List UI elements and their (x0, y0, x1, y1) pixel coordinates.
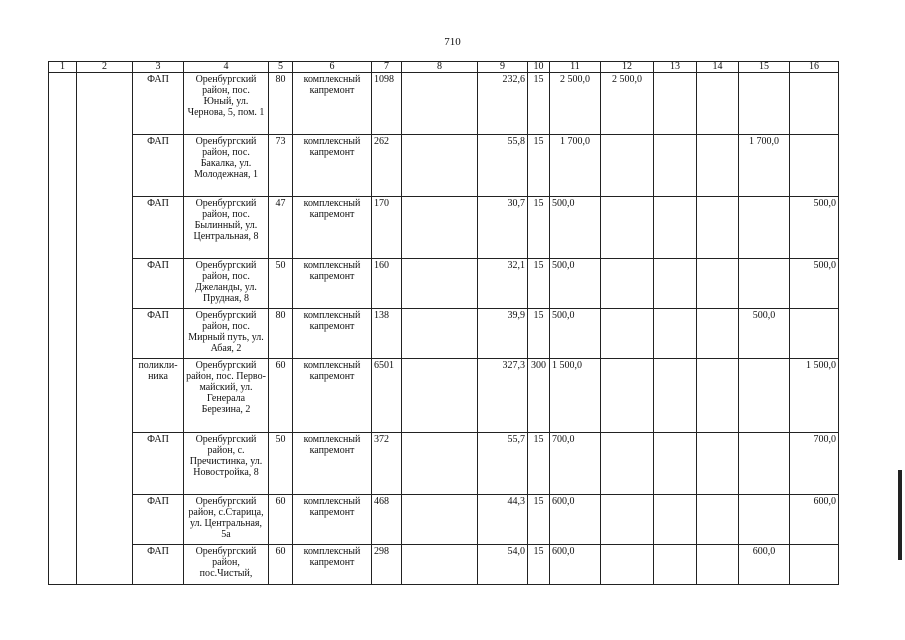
facility-type: ФАП (133, 259, 184, 309)
column-number: 10 (528, 62, 550, 73)
col-16-amount (790, 545, 839, 585)
work-type: комплексный капремонт (293, 259, 372, 309)
total-amount: 700,0 (550, 433, 601, 495)
col-16-amount: 700,0 (790, 433, 839, 495)
area-value: 232,6 (478, 73, 528, 135)
table-row (49, 433, 839, 495)
col-10-value: 15 (528, 433, 550, 495)
total-amount: 500,0 (550, 309, 601, 359)
table-row (49, 73, 839, 135)
work-type: комплексный капремонт (293, 309, 372, 359)
col-14-amount (697, 135, 739, 197)
facility-type: ФАП (133, 135, 184, 197)
table-row (49, 309, 839, 359)
col-10-value: 15 (528, 495, 550, 545)
col-15-amount (739, 259, 790, 309)
area-value: 55,8 (478, 135, 528, 197)
total-amount: 2 500,0 (550, 73, 601, 135)
page-number: 710 (444, 36, 461, 48)
facility-address: Оренбургский район, пос. Юный, ул. Чернова, 5, пом. 1 (184, 73, 269, 135)
work-type: комплексный капремонт (293, 135, 372, 197)
total-amount: 500,0 (550, 259, 601, 309)
col-7-value: 6501 (372, 359, 402, 433)
area-value: 30,7 (478, 197, 528, 259)
col-13-amount (654, 197, 697, 259)
col-5-value: 80 (269, 73, 293, 135)
column-number: 8 (402, 62, 478, 73)
col-15-amount: 500,0 (739, 309, 790, 359)
column-number: 16 (790, 62, 839, 73)
col-12-amount (601, 197, 654, 259)
total-amount: 1 500,0 (550, 359, 601, 433)
col-7-value: 160 (372, 259, 402, 309)
area-value: 39,9 (478, 309, 528, 359)
table-row (49, 495, 839, 545)
col-8-value (402, 433, 478, 495)
col-10-value: 15 (528, 135, 550, 197)
col-13-amount (654, 73, 697, 135)
col-12-amount (601, 259, 654, 309)
col-16-amount: 500,0 (790, 259, 839, 309)
col-12-amount (601, 359, 654, 433)
column-number: 13 (654, 62, 697, 73)
col-12-amount (601, 309, 654, 359)
col-14-amount (697, 495, 739, 545)
col-8-value (402, 309, 478, 359)
col-5-value: 60 (269, 495, 293, 545)
col-8-value (402, 73, 478, 135)
col-12-amount (601, 495, 654, 545)
work-type: комплексный капремонт (293, 433, 372, 495)
col-15-amount (739, 359, 790, 433)
col-14-amount (697, 359, 739, 433)
col-13-amount (654, 545, 697, 585)
col-12-amount (601, 433, 654, 495)
col-5-value: 50 (269, 259, 293, 309)
area-value: 54,0 (478, 545, 528, 585)
area-value: 55,7 (478, 433, 528, 495)
col-16-amount: 500,0 (790, 197, 839, 259)
col-14-amount (697, 309, 739, 359)
col-10-value: 15 (528, 73, 550, 135)
total-amount: 500,0 (550, 197, 601, 259)
col-15-amount (739, 197, 790, 259)
col-5-value: 47 (269, 197, 293, 259)
facility-address: Оренбургский район, с. Пречистинка, ул. Новостройка, 8 (184, 433, 269, 495)
col-8-value (402, 197, 478, 259)
work-type: комплексный капремонт (293, 73, 372, 135)
column-number: 9 (478, 62, 528, 73)
facility-address: Оренбургский район, пос.Чистый, (184, 545, 269, 585)
col-7-value: 372 (372, 433, 402, 495)
col-8-value (402, 495, 478, 545)
column-number: 2 (77, 62, 133, 73)
col-8-value (402, 259, 478, 309)
capital-repair-table (48, 61, 839, 585)
col-8-value (402, 359, 478, 433)
facility-address: Оренбургский район, пос. Бакалка, ул. Молодежная, 1 (184, 135, 269, 197)
col-10-value: 15 (528, 197, 550, 259)
col-13-amount (654, 135, 697, 197)
col-13-amount (654, 359, 697, 433)
facility-address: Оренбургский район, пос. Джеланды, ул. Прудная, 8 (184, 259, 269, 309)
table-row (49, 197, 839, 259)
col-13-amount (654, 309, 697, 359)
col-14-amount (697, 433, 739, 495)
col-16-amount: 1 500,0 (790, 359, 839, 433)
column-number: 6 (293, 62, 372, 73)
col-12-amount (601, 545, 654, 585)
area-value: 327,3 (478, 359, 528, 433)
col-5-value: 73 (269, 135, 293, 197)
col-15-amount (739, 433, 790, 495)
col-13-amount (654, 259, 697, 309)
column-number: 7 (372, 62, 402, 73)
facility-type: ФАП (133, 309, 184, 359)
area-value: 32,1 (478, 259, 528, 309)
column-number: 12 (601, 62, 654, 73)
col-10-value: 15 (528, 309, 550, 359)
total-amount: 1 700,0 (550, 135, 601, 197)
facility-type: ФАП (133, 197, 184, 259)
col-8-value (402, 545, 478, 585)
col-7-value: 468 (372, 495, 402, 545)
col-16-amount (790, 135, 839, 197)
facility-address: Оренбургский район, пос. Перво- майский, ул. Генерала Березина, 2 (184, 359, 269, 433)
col-7-value: 262 (372, 135, 402, 197)
col-15-amount: 1 700,0 (739, 135, 790, 197)
facility-type: ФАП (133, 73, 184, 135)
facility-address: Оренбургский район, пос. Мирный путь, ул. Абая, 2 (184, 309, 269, 359)
column-number: 5 (269, 62, 293, 73)
facility-type: поликли- ника (133, 359, 184, 433)
facility-type: ФАП (133, 545, 184, 585)
col-15-amount (739, 495, 790, 545)
column-number-row (49, 62, 839, 73)
col-14-amount (697, 259, 739, 309)
col-10-value: 300 (528, 359, 550, 433)
facility-type: ФАП (133, 495, 184, 545)
column-number: 4 (184, 62, 269, 73)
col-8-value (402, 135, 478, 197)
column-number: 11 (550, 62, 601, 73)
column-number: 14 (697, 62, 739, 73)
work-type: комплексный капремонт (293, 197, 372, 259)
scan-edge-mark (898, 470, 902, 560)
table-row (49, 359, 839, 433)
col-14-amount (697, 545, 739, 585)
col-5-value: 60 (269, 359, 293, 433)
col-5-value: 50 (269, 433, 293, 495)
col-12-amount (601, 135, 654, 197)
column-1-cell (49, 73, 77, 585)
col-12-amount: 2 500,0 (601, 73, 654, 135)
col-13-amount (654, 495, 697, 545)
col-7-value: 1098 (372, 73, 402, 135)
facility-type: ФАП (133, 433, 184, 495)
col-14-amount (697, 197, 739, 259)
col-7-value: 138 (372, 309, 402, 359)
table-row (49, 135, 839, 197)
col-16-amount: 600,0 (790, 495, 839, 545)
col-15-amount (739, 73, 790, 135)
col-5-value: 60 (269, 545, 293, 585)
column-number: 1 (49, 62, 77, 73)
facility-address: Оренбургский район, с.Старица, ул. Центральная, 5а (184, 495, 269, 545)
column-number: 15 (739, 62, 790, 73)
total-amount: 600,0 (550, 495, 601, 545)
col-10-value: 15 (528, 259, 550, 309)
table-row (49, 545, 839, 585)
col-13-amount (654, 433, 697, 495)
column-number: 3 (133, 62, 184, 73)
col-15-amount: 600,0 (739, 545, 790, 585)
col-10-value: 15 (528, 545, 550, 585)
total-amount: 600,0 (550, 545, 601, 585)
col-16-amount (790, 73, 839, 135)
col-16-amount (790, 309, 839, 359)
column-2-cell (77, 73, 133, 585)
col-7-value: 298 (372, 545, 402, 585)
work-type: комплексный капремонт (293, 545, 372, 585)
table-row (49, 259, 839, 309)
col-5-value: 80 (269, 309, 293, 359)
work-type: комплексный капремонт (293, 359, 372, 433)
facility-address: Оренбургский район, пос. Былинный, ул. Центральная, 8 (184, 197, 269, 259)
col-7-value: 170 (372, 197, 402, 259)
col-14-amount (697, 73, 739, 135)
area-value: 44,3 (478, 495, 528, 545)
work-type: комплексный капремонт (293, 495, 372, 545)
